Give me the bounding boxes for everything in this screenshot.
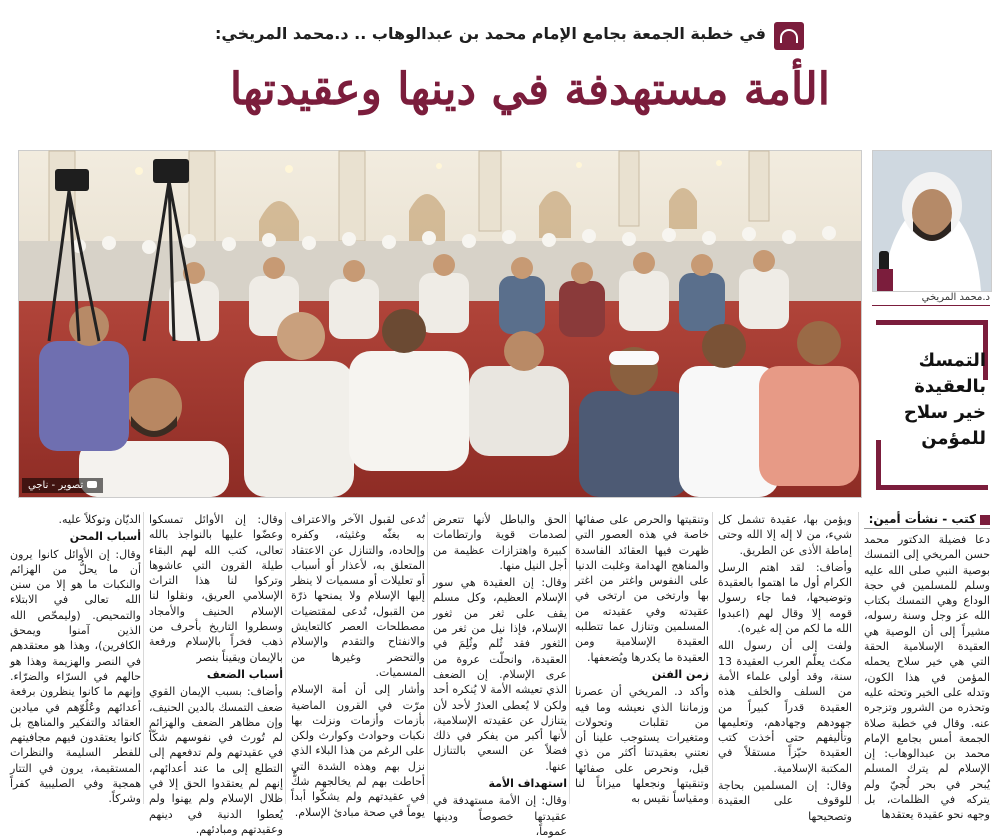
paragraph: وأضاف: بسبب الإيمان القوي ضعف التمسك بالدين الحنيف، وإن مظاهر الضعف والهزائم لم تُورث في نفوسهم شكّاً في عقيدتهم ولم تدفعهم إلى التطلع إلى ما عند أعدائهم، إنهم لم يعتقدوا الحق إلا في ظلال الإسلام ولم يهنوا ولم يُعطوا الدنية في دينهم وعقيدتهم ومبادئهم. <box>149 685 283 836</box>
photo-credit: تصوير - ناجي <box>22 478 103 493</box>
paragraph: الديّان وتوكلاً عليه. <box>58 513 141 526</box>
subheading: استهداف الأمة <box>488 777 567 791</box>
subheading: أسباب المحن <box>69 530 141 544</box>
portrait-caption: د.محمد المريخي <box>872 292 990 306</box>
column-divider <box>143 512 144 804</box>
subheading: زمن الفتن <box>651 667 709 681</box>
paragraph: وأشار إلى أن أمة الإسلام مرّت في القرون الماضية بأزمات وأزمات ونزلت بها نكبات وحوادث وكوارث ولكن على الرغم من هذا البلاء الذي نزل بهم وهذه الشدة التي أحاطت بهم لم يخالجهم شكٌّ في عقيدتهم ولم يشكّوا أبداً يوماً في صحة مبادئ الإسلام. <box>291 683 425 819</box>
pull-quote-line: خير سلاح <box>903 402 986 423</box>
page-title: الأمة مستهدفة في دينها وعقيدتها <box>229 64 830 115</box>
article-column-6 <box>149 512 283 836</box>
mosque-logo-icon <box>774 22 804 50</box>
article-column-7 <box>10 512 141 808</box>
kicker-text: في خطبة الجمعة بجامع الإمام محمد بن عبدالوهاب .. د.محمد المريخي: <box>215 24 766 43</box>
paragraph: وقال: إن الأوائل كانوا يرون أن ما يحلُّ من الهزائم والنكبات ما هو إلا من سنن الله تعالى في الابتلاء والتمحيص. (وليمحّص الله الذين آمنوا ويمحق الكافرين)، وهذا هو معتقدهم في النصر والهزيمة وهذا هو حالهم في السرّاء والضرّاء. وإنهم ما كانوا ينظرون برفعة أعدائهم وعُلُوّهم في ميادين العقائد والتفكير والمناهج بل كانوا يعتقدون فيهم مجافيتهم للفطر السليمة والنظرات المستقيمة، يرون في التتار همجية وفي الصليبية كفراً وشركاً. <box>10 547 141 806</box>
column-divider <box>285 512 286 804</box>
pull-quote-line: التمسك <box>918 350 986 371</box>
pull-quote <box>880 348 986 452</box>
column-divider <box>858 512 859 804</box>
article-column-3 <box>575 512 709 808</box>
paragraph: وتنقيتها والحرص على صفائها خاصة في هذه العصور التي ظهرت فيها العقائد الفاسدة والمناهج الهدامة وغلبت الدنيا على النفوس واغتر من اغتر بها وارتخى من ارتخى في عقيدته وفي عقيدته من المسلمين وتنازل عما تتطلبه العقيدة الإسلامية ومن العقيدة ما يكدرها ويُضعفها. <box>575 513 709 664</box>
section-tag: كتب - نشأت أمين: <box>864 512 990 529</box>
paragraph: الحق والباطل لأنها تتعرض لصدمات قوية وارتطامات كبيرة واهتزازات عظيمة من أجل النيل منها. <box>433 513 567 572</box>
paragraph: وقال: إن الأوائل تمسكوا وعضّوا عليها بالنواجذ بالله تعالى، كتب الله لهم البقاء طيلة القرون التي عاشوها وتركوا لنا هذا التراث الإسلامي العريق، ونقلوا لنا الإسلام الحنيف والأمجاد وسطروا التاريخ بأحرف من ذهب فخراً بالإسلام ورفعة بالإيمان ويقيناً بنصر <box>149 513 283 664</box>
subheading: أسباب الضعف <box>206 667 283 681</box>
article-column-4 <box>433 512 567 838</box>
camera-icon <box>87 481 97 488</box>
article-column-5 <box>291 512 425 819</box>
paragraph: وقال: إن العقيدة هي سور الإسلام العظيم، وكل مسلم يقف على ثغر من ثغور الإسلام، فإذا نيل من ثغر من الثغور فقد ثُلم وثُلِمَ في العقيدة، وانحلّت عروة من عرى الإسلام. إن الضعف الذي تعيشه الأمة لا يُنكره أحد ولكن لا يُعطى العذرُ لأحد لأن يتنازل عن عقيدته الإسلامية، لأنها أكبر من يفكر في ذلك فضلاً عن السعي بالتنازل عنها. <box>433 576 567 773</box>
paragraph: ويؤمن بها، عقيدة تشمل كل شيء، من لا إله إلا الله وحتى إماطة الأذى عن الطريق. <box>718 513 852 557</box>
paragraph: ولفت إلى أن رسول الله مكث يعلّم العرب العقيدة 13 سنة، وقد أولى علماء الأمة من السلف والخلف هذه العقيدة قدراً كبيراً من جهودهم وجهادهم، وتعليمها وتأليفهم حتى أخذت كتب العقيدة حيّزاً مستقلاً في المكتبة الإسلامية. <box>718 639 852 775</box>
pull-quote-line: للمؤمن <box>921 428 986 449</box>
paragraph: تُدعى لقبول الآخر والاعتراف به بغثّه وغثيثه، وكفره وإلحاده، والتنازل عن الاعتقاد المتعلق به، لأعذار أو أسباب أو تعليلات أو مسميات لا ينظر إليها الإسلام ولا يمنحها ذرّة من القبول، تُدعى لمقتضيات مصطلحات العصر كالتعايش والانفتاح والتقدم والإسلام والتحضر وغيرها من المسميات. <box>291 513 425 679</box>
paragraph: وقال: إن المسلمين بحاجة للوقوف على العقيدة وتصحيحها <box>718 779 852 823</box>
article-column-1 <box>864 532 990 822</box>
paragraph: دعا فضيلة الدكتور محمد حسن المريخي إلى التمسك بوصية النبي صلى الله عليه وسلم للمسلمين في حجة الوداع وهي التمسك بكتاب الله عز وجل وسنة رسوله، مشيراً إلى أن الوصية هي العقيدة الإسلامية الحقة التي هي خير سلاح يحمله المؤمن في هذا الكون، وتدله على الخير وتحثه عليه وتحذره من الشرور وتزجره عنه. وقال في خطبة صلاة الجمعة أمس بجامع الإمام محمد بن عبدالوهاب: إن الإسلام لم يترك المسلم يُبحر في بحر لُجيّ ولم يتركه في الظلمات، بل وجهه نحو عقيدة يعتقدها <box>864 533 990 822</box>
paragraph: وأكد د. المريخي أن عصرنا وزماننا الذي نعيشه وما فيه من تقلبات وتحولات ومتغيرات يستوجب علينا أن نعتني بعقيدتنا أكثر من ذي قبل، ونحرص على صفائها وتنقيتها ونجعلها ميزاناً لنا ومقياساً نقيس به <box>575 685 709 806</box>
column-divider <box>712 512 713 804</box>
pull-quote-line: بالعقيدة <box>914 376 986 397</box>
paragraph: وقال: إن الأمة مستهدفة في عقيدتها خصوصاً ودينها عموماً، <box>433 794 567 838</box>
article-column-2 <box>718 512 852 823</box>
paragraph: وأضاف: لقد اهتم الرسل الكرام أول ما اهتموا بالعقيدة وتوضيحها، فما جاء رسول قومه إلا وقال لهم (اعبدوا الله ما لكم من إله غيره). <box>718 560 852 636</box>
column-divider <box>427 512 428 804</box>
main-photo-worshippers <box>18 150 862 498</box>
column-divider <box>569 512 570 804</box>
square-bullet-icon <box>980 515 990 525</box>
speaker-portrait <box>872 150 992 292</box>
